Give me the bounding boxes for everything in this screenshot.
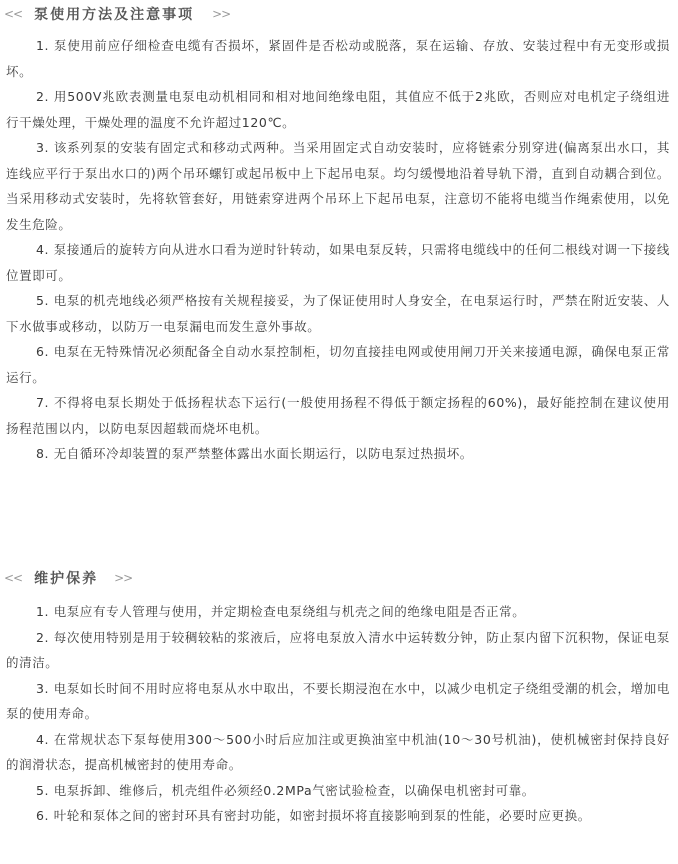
list-item: 6. 电泵在无特殊情况必须配备全自动水泵控制柜，切勿直接挂电网或使用闸刀开关来接通电源，确保电泵正常运行。 xyxy=(6,344,670,385)
section-maintenance xyxy=(0,566,678,829)
right-double-chevron-icon: >> xyxy=(114,571,133,585)
left-double-chevron-icon: << xyxy=(4,7,23,21)
list-item: 1. 电泵应有专人管理与使用，并定期检查电泵绕组与机壳之间的绝缘电阻是否正常。 xyxy=(36,604,526,619)
right-double-chevron-icon: >> xyxy=(212,7,231,21)
list-item: 5. 电泵拆卸、维修后，机壳组件必须经0.2MPa气密试验检查，以确保电机密封可靠。 xyxy=(36,782,535,798)
list-item: 4. 在常规状态下泵每使用300～500小时后应加注或更换油室中机油(10～30号机油)，使机械密封保持良好的润滑状态，提高机械密封的使用寿命。 xyxy=(6,731,670,772)
list-item: 3. 电泵如长时间不用时应将电泵从水中取出，不要长期浸泡在水中，以减少电机定子绕组受潮的机会，增加电泵的使用寿命。 xyxy=(6,680,670,721)
list-item: 3. 该系列泵的安装有固定式和移动式两种。当采用固定式自动安装时，应将链索分别穿进(偏离泵出水口，其连线应平行于泵出水口的)两个吊环螺钉或起吊板中上下起吊电泵。均匀缓慢地沿着导轨下滑，直到自动耦合到位。当采用移动式安装时，先将软管套好，用链索穿进两个吊环上下起吊电泵，注意切不能将电缆当作绳索使用，以免发生危险。 xyxy=(6,140,670,232)
list-item: 4. 泵接通后的旋转方向从进水口看为逆时针转动，如果电泵反转，只需将电缆线中的任何二根线对调一下接线位置即可。 xyxy=(6,242,670,283)
list-item: 8. 无自循环冷却装置的泵严禁整体露出水面长期运行，以防电泵过热损坏。 xyxy=(36,446,473,461)
list-item: 5. 电泵的机壳地线必须严格按有关规程接妥，为了保证使用时人身安全，在电泵运行时，严禁在附近安装、人下水做事或移动，以防万一电泵漏电而发生意外事故。 xyxy=(6,293,670,334)
instruction-list xyxy=(0,599,678,829)
section-heading xyxy=(0,566,678,590)
instruction-list xyxy=(0,33,678,467)
list-item: 6. 叶轮和泵体之间的密封环具有密封功能，如密封损坏将直接影响到泵的性能，必要时应更换。 xyxy=(36,808,591,823)
section-usage-notes xyxy=(0,2,678,467)
section-heading xyxy=(0,2,678,26)
list-item: 2. 用500V兆欧表测量电泵电动机相同和相对地间绝缘电阻，其值应不低于2兆欧，否则应对电机定子绕组进行干燥处理，干燥处理的温度不允许超过120℃。 xyxy=(6,89,670,130)
left-double-chevron-icon: << xyxy=(4,571,23,585)
section-title: 泵使用方法及注意事项 xyxy=(34,7,195,23)
section-title: 维护保养 xyxy=(34,571,99,587)
list-item: 2. 每次使用特别是用于较稠较粘的浆液后，应将电泵放入清水中运转数分钟，防止泵内留下沉积物，保证电泵的清洁。 xyxy=(6,629,670,670)
list-item: 1. 泵使用前应仔细检查电缆有否损坏，紧固件是否松动或脱落，泵在运输、存放、安装过程中有无变形或损坏。 xyxy=(6,38,670,79)
list-item: 7. 不得将电泵长期处于低扬程状态下运行(一般使用扬程不得低于额定扬程的60%)，最好能控制在建议使用扬程范围以内，以防电泵因超载而烧坏电机。 xyxy=(6,395,670,436)
